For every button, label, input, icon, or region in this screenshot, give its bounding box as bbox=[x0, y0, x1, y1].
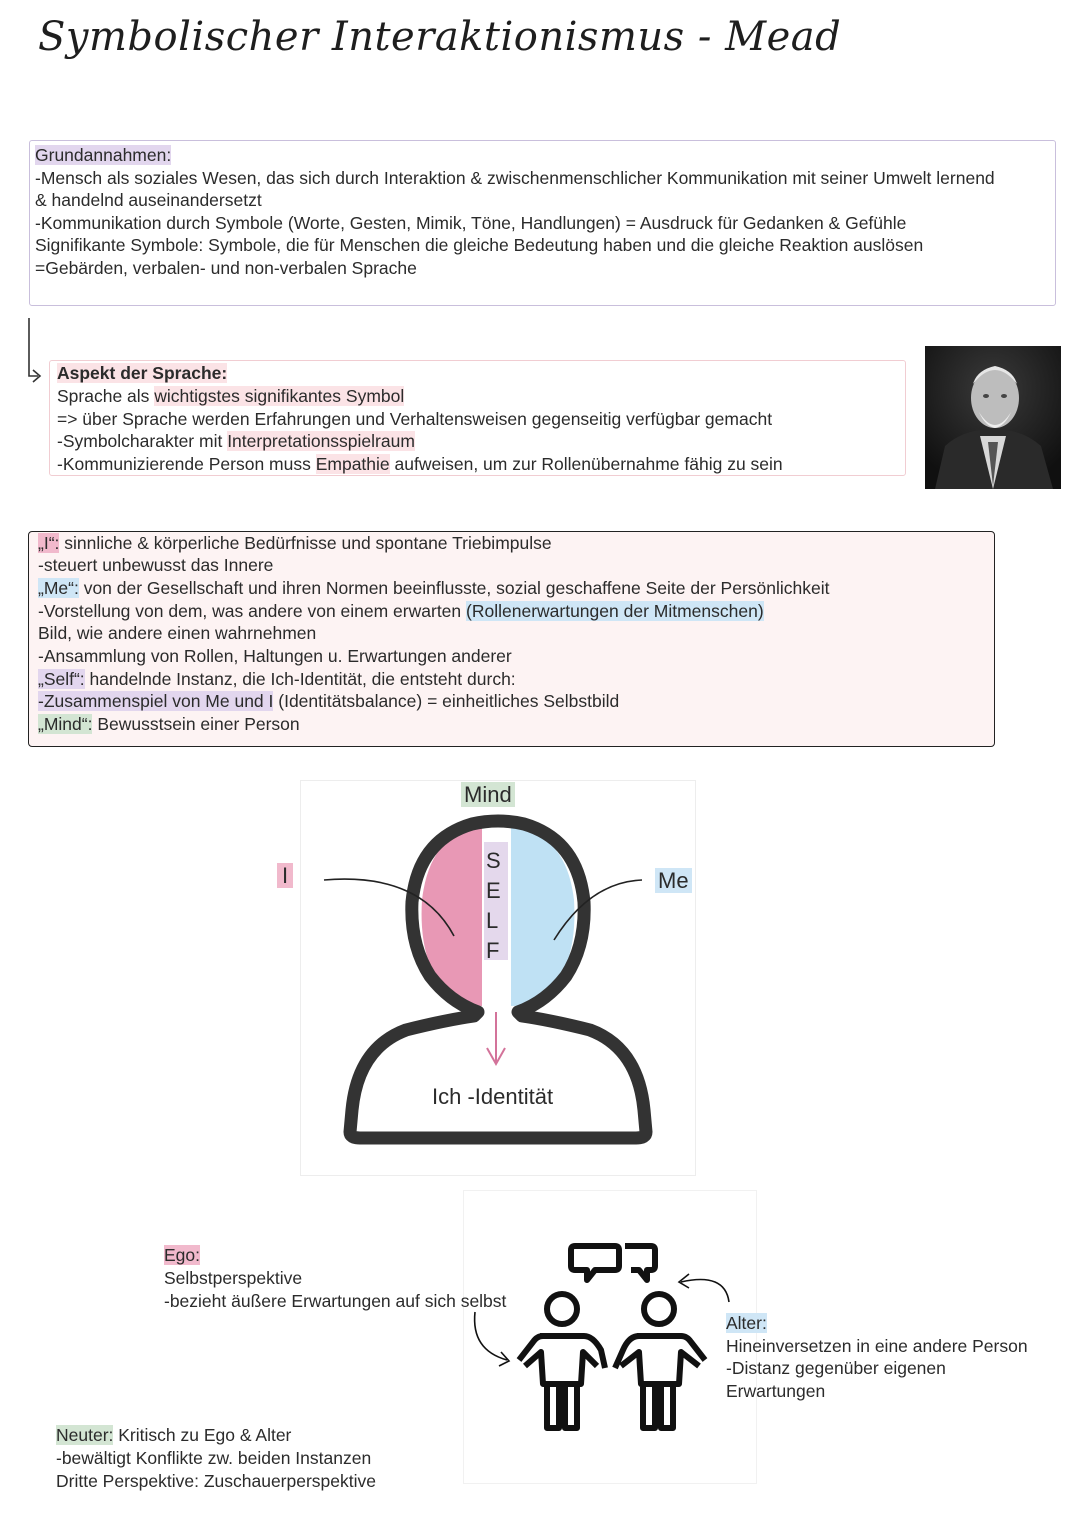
alter-arrow-icon bbox=[681, 1280, 729, 1303]
self-letter: E bbox=[486, 878, 501, 903]
connector-arrow-icon bbox=[20, 316, 50, 388]
identity-line: -Vorstellung von dem, was andere von einem erwarten (Rollenerwartungen der Mitmenschen) bbox=[38, 601, 764, 621]
identity-line: -steuert unbewusst das Innere bbox=[38, 555, 274, 575]
alter-line: Hineinversetzen in eine andere Person bbox=[726, 1336, 1028, 1356]
grundannahmen-heading: Grundannahmen: bbox=[35, 145, 172, 165]
identity-i-line: „I“: sinnliche & körperliche Bedürfnisse und spontane Triebimpulse bbox=[38, 533, 552, 553]
ego-person-icon bbox=[547, 1294, 577, 1324]
neuter-line: Dritte Perspektive: Zuschauerperspektive bbox=[56, 1471, 376, 1491]
identity-line: -Zusammenspiel von Me und I (Identitätsbalance) = einheitliches Selbstbild bbox=[38, 691, 620, 711]
sprache-line: Sprache als wichtigstes signifikantes Symbol bbox=[57, 386, 405, 406]
speech-bubble-icon bbox=[571, 1246, 619, 1280]
sprache-line: -Kommunizierende Person muss Empathie aufweisen, um zur Rollenübernahme fähig zu sein bbox=[57, 454, 783, 474]
i-label: I bbox=[277, 863, 293, 889]
grund-line: Signifikante Symbole: Symbole, die für Menschen die gleiche Bedeutung haben und die gleiche Reaktion auslösen bbox=[35, 235, 924, 255]
self-letter: L bbox=[486, 908, 499, 933]
ego-line: -bezieht äußere Erwartungen auf sich selbst bbox=[164, 1291, 507, 1311]
grund-line: =Gebärden, verbalen- und non-verbalen Sprache bbox=[35, 258, 417, 278]
portrait-mead bbox=[925, 346, 1061, 489]
sprache-line: => über Sprache werden Erfahrungen und Verhaltensweisen gegenseitig verfügbar gemacht bbox=[57, 409, 773, 429]
self-letter: S bbox=[486, 848, 501, 873]
people-icon bbox=[463, 1190, 757, 1484]
identity-line: Bild, wie andere einen wahrnehmen bbox=[38, 623, 317, 643]
head-diagram bbox=[300, 780, 696, 1176]
sprache-heading: Aspekt der Sprache: bbox=[57, 363, 228, 383]
mind-label: Mind bbox=[461, 782, 515, 808]
alter-person-icon bbox=[644, 1294, 674, 1324]
identity-mind-line: „Mind“: Bewusstsein einer Person bbox=[38, 714, 300, 734]
grund-line: -Mensch als soziales Wesen, das sich durch Interaktion & zwischenmenschlicher Kommunikation mit seiner Umwelt lernend bbox=[35, 168, 995, 188]
identity-self-line: „Self“: handelnde Instanz, die Ich-Identität, die entsteht durch: bbox=[38, 669, 516, 689]
alter-label: Alter: bbox=[726, 1313, 767, 1333]
alter-line: -Distanz gegenüber eigenen bbox=[726, 1358, 946, 1378]
grund-line: & handelnd auseinandersetzt bbox=[35, 190, 262, 210]
speech-bubble-icon bbox=[625, 1246, 655, 1280]
alter-line: Erwartungen bbox=[726, 1381, 826, 1401]
ich-identitaet-label: Ich -Identität bbox=[432, 1084, 554, 1109]
me-label: Me bbox=[655, 868, 692, 894]
page-title: Symbolischer Interaktionismus - Mead bbox=[38, 14, 842, 60]
ego-label: Ego: bbox=[164, 1245, 200, 1265]
sprache-line: -Symbolcharakter mit Interpretationsspielraum bbox=[57, 431, 415, 451]
grund-line: -Kommunikation durch Symbole (Worte, Gesten, Mimik, Töne, Handlungen) = Ausdruck für Gedanken & Gefühle bbox=[35, 213, 907, 233]
identity-line: -Ansammlung von Rollen, Haltungen u. Erwartungen anderer bbox=[38, 646, 512, 666]
neuter-line: Neuter: Kritisch zu Ego & Alter bbox=[56, 1425, 292, 1445]
ego-line: Selbstperspektive bbox=[164, 1268, 303, 1288]
identity-me-line: „Me“: von der Gesellschaft und ihren Normen beeinflusste, sozial geschaffene Seite der Persönlichkeit bbox=[38, 578, 830, 598]
self-letter: F bbox=[486, 938, 500, 963]
neuter-line: -bewältigt Konflikte zw. beiden Instanzen bbox=[56, 1448, 372, 1468]
